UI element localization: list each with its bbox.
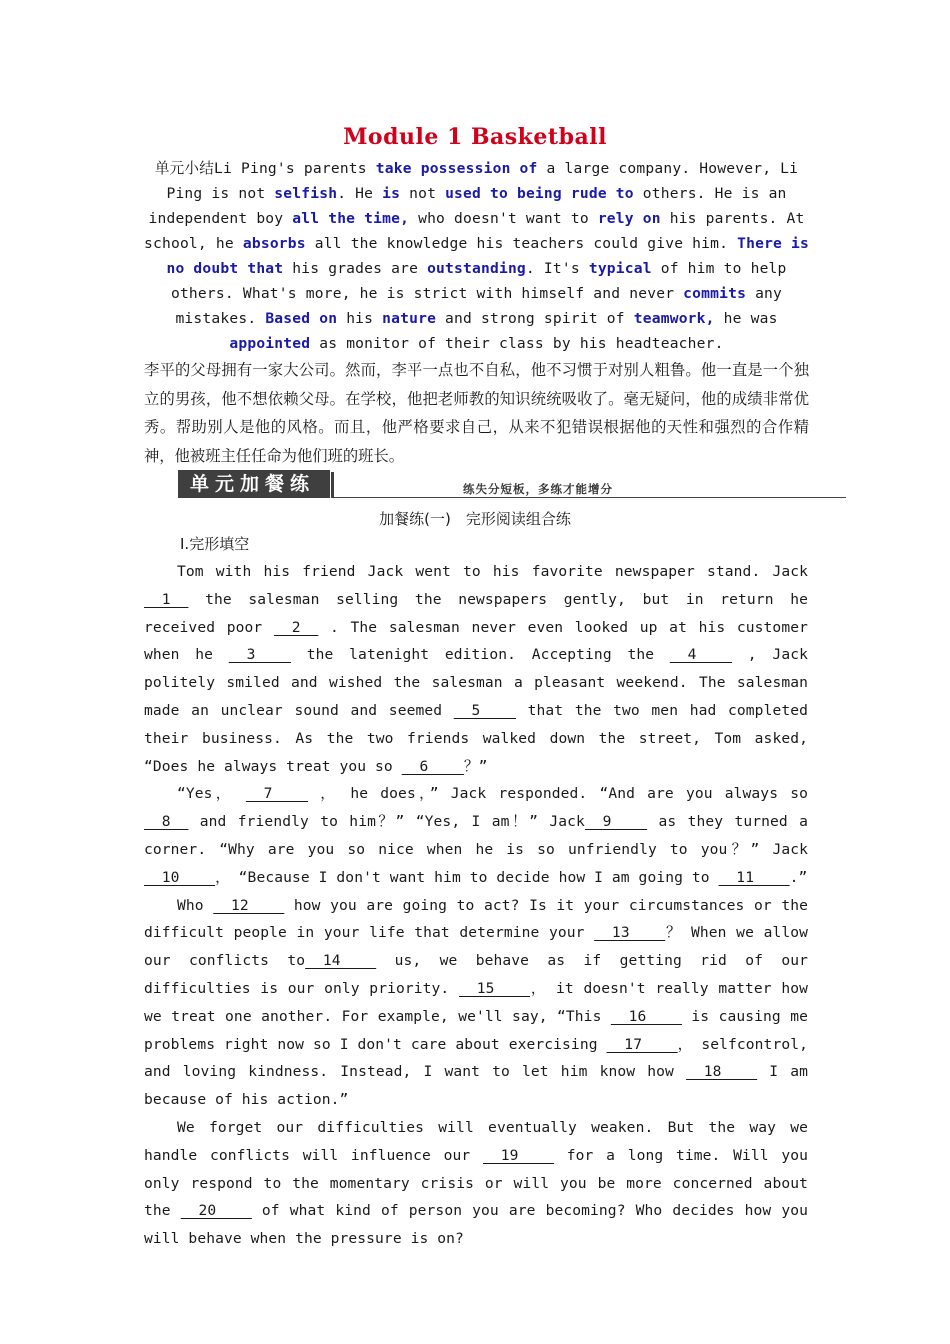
cloze-text: I am because of his action.”: [144, 1063, 808, 1109]
cloze-blank: 4: [669, 646, 733, 664]
key-phrase: absorbs: [242, 235, 306, 252]
cloze-blank: 12: [213, 896, 285, 914]
key-phrase: rely on: [597, 210, 661, 227]
key-phrase: is: [382, 185, 401, 202]
cloze-blank: 15: [458, 979, 531, 997]
cloze-text: how you are going to act? Is it your circumstances or the difficult people in your life that determine your: [144, 896, 808, 942]
section-banner: [178, 470, 846, 498]
key-phrase: all the time,: [292, 210, 410, 227]
cloze-blank: 20: [180, 1202, 252, 1220]
cloze-text: that the two men had completed their business. As the two friends walked down the street, Tom asked, “Does he always treat you so: [144, 701, 808, 775]
cloze-text: is causing me problems right now so I don't care about exercising: [144, 1007, 808, 1053]
banner-rule: [334, 497, 846, 498]
key-phrase: typical: [588, 260, 652, 277]
cloze-text: for a long time. Will you only respond to the momentary crisis or will you be more concerned about the: [144, 1146, 809, 1220]
cloze-text: . The salesman never even looked up at his customer when he: [144, 618, 808, 664]
english-summary: [144, 156, 809, 356]
summary-text: a large company. However, Li Ping is not: [166, 160, 799, 202]
cloze-text: ， it doesn't really matter how we treat one another. For example, we'll say, “This: [144, 979, 808, 1025]
summary-text: 单元小结Li Ping's parents: [154, 160, 376, 177]
cloze-blank: 19: [482, 1146, 555, 1164]
cloze-blank: 1: [144, 590, 189, 608]
cloze-blank: 9: [584, 813, 648, 831]
chinese-summary: 李平的父母拥有一家大公司。然而，李平一点也不自私，他不习惯于对别人粗鲁。他一直是一个独立的男孩，他不想依赖父母。在学校，他把老师教的知识统统吸收了。毫无疑问，他的成绩非常优秀。帮助别人是他的风格。而且，他严格要求自己，从来不犯错误根据他的天性和强烈的合作精神，他被班主任任命为他们班的班长。: [144, 361, 809, 465]
cloze-blank: 18: [686, 1063, 758, 1081]
cloze-text: ， selfcontrol, and loving kindness. Instead, I want to let him know how: [144, 1035, 808, 1081]
key-phrase: There is no doubt that: [166, 235, 809, 277]
cloze-text: the latenight edition. Accepting the: [291, 646, 670, 664]
cloze-text: ， he does，” Jack responded. “And are you always so: [308, 785, 808, 803]
cloze-text: the salesman selling the newspapers gently, but in return he received poor: [144, 590, 808, 636]
key-phrase: nature: [382, 310, 437, 327]
summary-text: . It's: [525, 260, 589, 277]
cloze-blank: 6: [401, 757, 464, 775]
key-phrase: commits: [683, 285, 747, 302]
key-phrase: appointed: [229, 335, 311, 352]
summary-text: others. He is an independent boy: [148, 185, 787, 227]
cloze-blank: 10: [144, 868, 216, 886]
cloze-paragraph: [144, 558, 808, 780]
banner-subtitle: 练失分短板，多练才能增分: [463, 482, 613, 496]
cloze-text: of what kind of person you are becoming? Who decides how you will behave when the pressure is on?: [144, 1202, 809, 1248]
cloze-blank: 17: [606, 1035, 678, 1053]
section-title: 加餐练(一) 完形阅读组合练: [379, 510, 571, 528]
key-phrase: take possession of: [375, 160, 538, 177]
cloze-paragraph: [144, 1114, 808, 1253]
cloze-blank: 5: [453, 701, 516, 719]
summary-text: who doesn't want to: [409, 210, 598, 227]
cloze-text: We forget our difficulties will eventually weaken. But the way we handle conflicts will influence our: [144, 1118, 808, 1164]
cloze-blank: 2: [273, 618, 319, 636]
summary-text: he was: [714, 310, 778, 327]
cloze-blank: 8: [144, 813, 189, 831]
page-title: Module 1 Basketball: [343, 124, 607, 150]
cloze-text: Who: [177, 896, 214, 914]
cloze-blank: 14: [305, 952, 377, 970]
key-phrase: teamwork,: [633, 310, 715, 327]
cloze-paragraph: [144, 780, 808, 891]
summary-text: . He: [337, 185, 383, 202]
cloze-text: ？ When we allow our conflicts to: [144, 924, 808, 970]
cloze-blank: 3: [228, 646, 292, 664]
summary-text: not: [400, 185, 446, 202]
cloze-text: us, we behave as if getting rid of our difficulties is our only priority.: [144, 952, 808, 997]
part-title: Ⅰ.完形填空: [180, 535, 250, 553]
summary-text: any mistakes.: [175, 285, 783, 327]
cloze-text: ？”: [463, 757, 488, 775]
cloze-text: Tom with his friend Jack went to his favorite newspaper stand. Jack: [177, 563, 808, 580]
cloze-paragraph: [144, 892, 808, 1114]
summary-text: his: [337, 310, 383, 327]
summary-text: as monitor of their class by his headteacher.: [310, 335, 724, 352]
cloze-text: and friendly to him？” “Yes, I am！” Jack: [188, 813, 585, 831]
cloze-text: ， “Because I don't want him to decide how I am going to: [215, 868, 719, 886]
key-phrase: selfish: [274, 185, 338, 202]
summary-text: and strong spirit of: [436, 310, 634, 327]
cloze-text: as they turned a corner. “Why are you so nice when he is so unfriendly to you？” Jack: [144, 813, 808, 858]
key-phrase: used to being rude to: [445, 185, 634, 202]
banner-label-box: [178, 470, 330, 498]
summary-text: his grades are: [283, 260, 428, 277]
key-phrase: Based on: [265, 310, 338, 327]
cloze-passage: [144, 558, 808, 1253]
cloze-text: .”: [789, 868, 808, 886]
banner-label: 单元加餐练: [190, 473, 316, 495]
cloze-text: , Jack politely smiled and wished the salesman a pleasant weekend. The salesman made an unclear sound and seemed: [144, 646, 808, 719]
summary-text: all the knowledge his teachers could give him.: [305, 235, 738, 252]
summary-text: of him to help others. What's more, he is strict with himself and never: [170, 260, 787, 302]
key-phrase: outstanding: [427, 260, 526, 277]
cloze-blank: 11: [718, 868, 790, 886]
banner-divider: [331, 472, 334, 498]
cloze-blank: 13: [594, 924, 666, 942]
cloze-blank: 16: [610, 1007, 682, 1025]
cloze-text: “Yes，: [177, 785, 246, 803]
cloze-blank: 7: [245, 785, 309, 803]
summary-text: his parents. At school, he: [144, 210, 805, 252]
